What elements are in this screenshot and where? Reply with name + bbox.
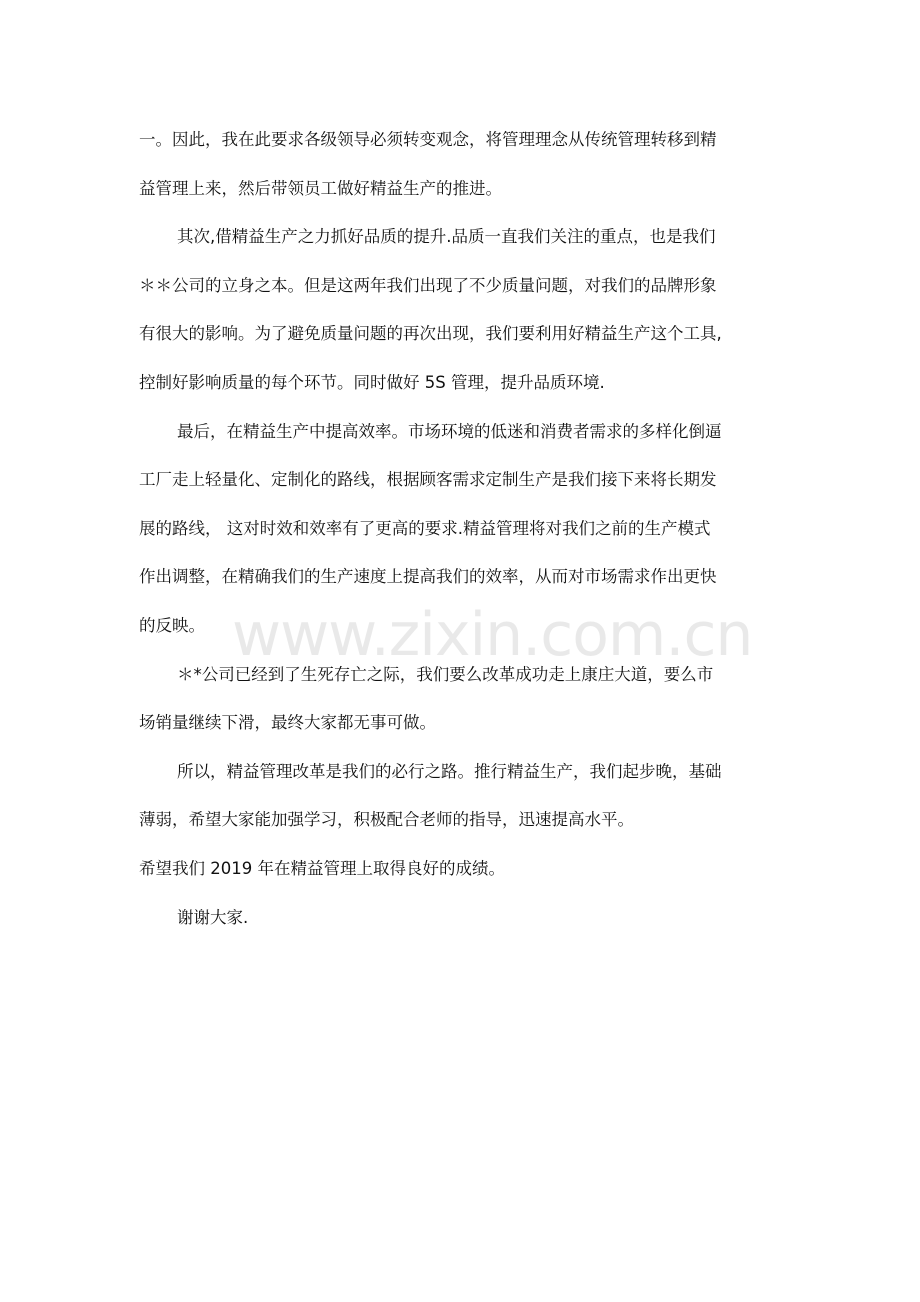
text-line: 工厂走上轻量化、定制化的路线，根据顾客需求定制生产是我们接下来将长期发	[139, 470, 717, 490]
text-line: ＊＊公司的立身之本。但是这两年我们出现了不少质量问题，对我们的品牌形象	[139, 275, 717, 295]
document-body	[139, 116, 781, 942]
text-line: 一。因此，我在此要求各级领导必须转变观念，将管理理念从传统管理转移到精	[139, 130, 717, 149]
text-line: 有很大的影响。为了避免质量问题的再次出现，我们要利用好精益生产这个工具,	[139, 324, 722, 344]
text-line: 作出调整，在精确我们的生产速度上提高我们的效率，从而对市场需求作出更快	[139, 567, 717, 587]
text-line: 的反映。	[139, 615, 205, 635]
text-line: 薄弱，希望大家能加强学习，积极配合老师的指导，迅速提高水平。	[139, 810, 634, 830]
watermark: www.zixin.com.cn	[232, 600, 753, 670]
text-line: 其次,借精益生产之力抓好品质的提升.品质一直我们关注的重点，也是我们	[177, 227, 716, 247]
text-line: 希望我们 2019 年在精益管理上取得良好的成绩。	[139, 858, 505, 878]
text-line: 展的路线， 这对时效和效率有了更高的要求.精益管理将对我们之前的生产模式	[139, 518, 711, 538]
text-line: 所以，精益管理改革是我们的必行之路。推行精益生产，我们起步晚，基础	[177, 761, 722, 781]
text-line: ＊*公司已经到了生死存亡之际，我们要么改革成功走上康庄大道，要么市	[177, 664, 714, 684]
text-line: 谢谢大家.	[177, 907, 249, 927]
text-line: 最后，在精益生产中提高效率。市场环境的低迷和消费者需求的多样化倒逼	[177, 421, 722, 441]
text-line: 益管理上来，然后带领员工做好精益生产的推进。	[139, 178, 502, 198]
text-line: 场销量继续下滑，最终大家都无事可做。	[139, 713, 436, 733]
text-line: 控制好影响质量的每个环节。同时做好 5S 管理，提升品质环境.	[139, 372, 605, 392]
